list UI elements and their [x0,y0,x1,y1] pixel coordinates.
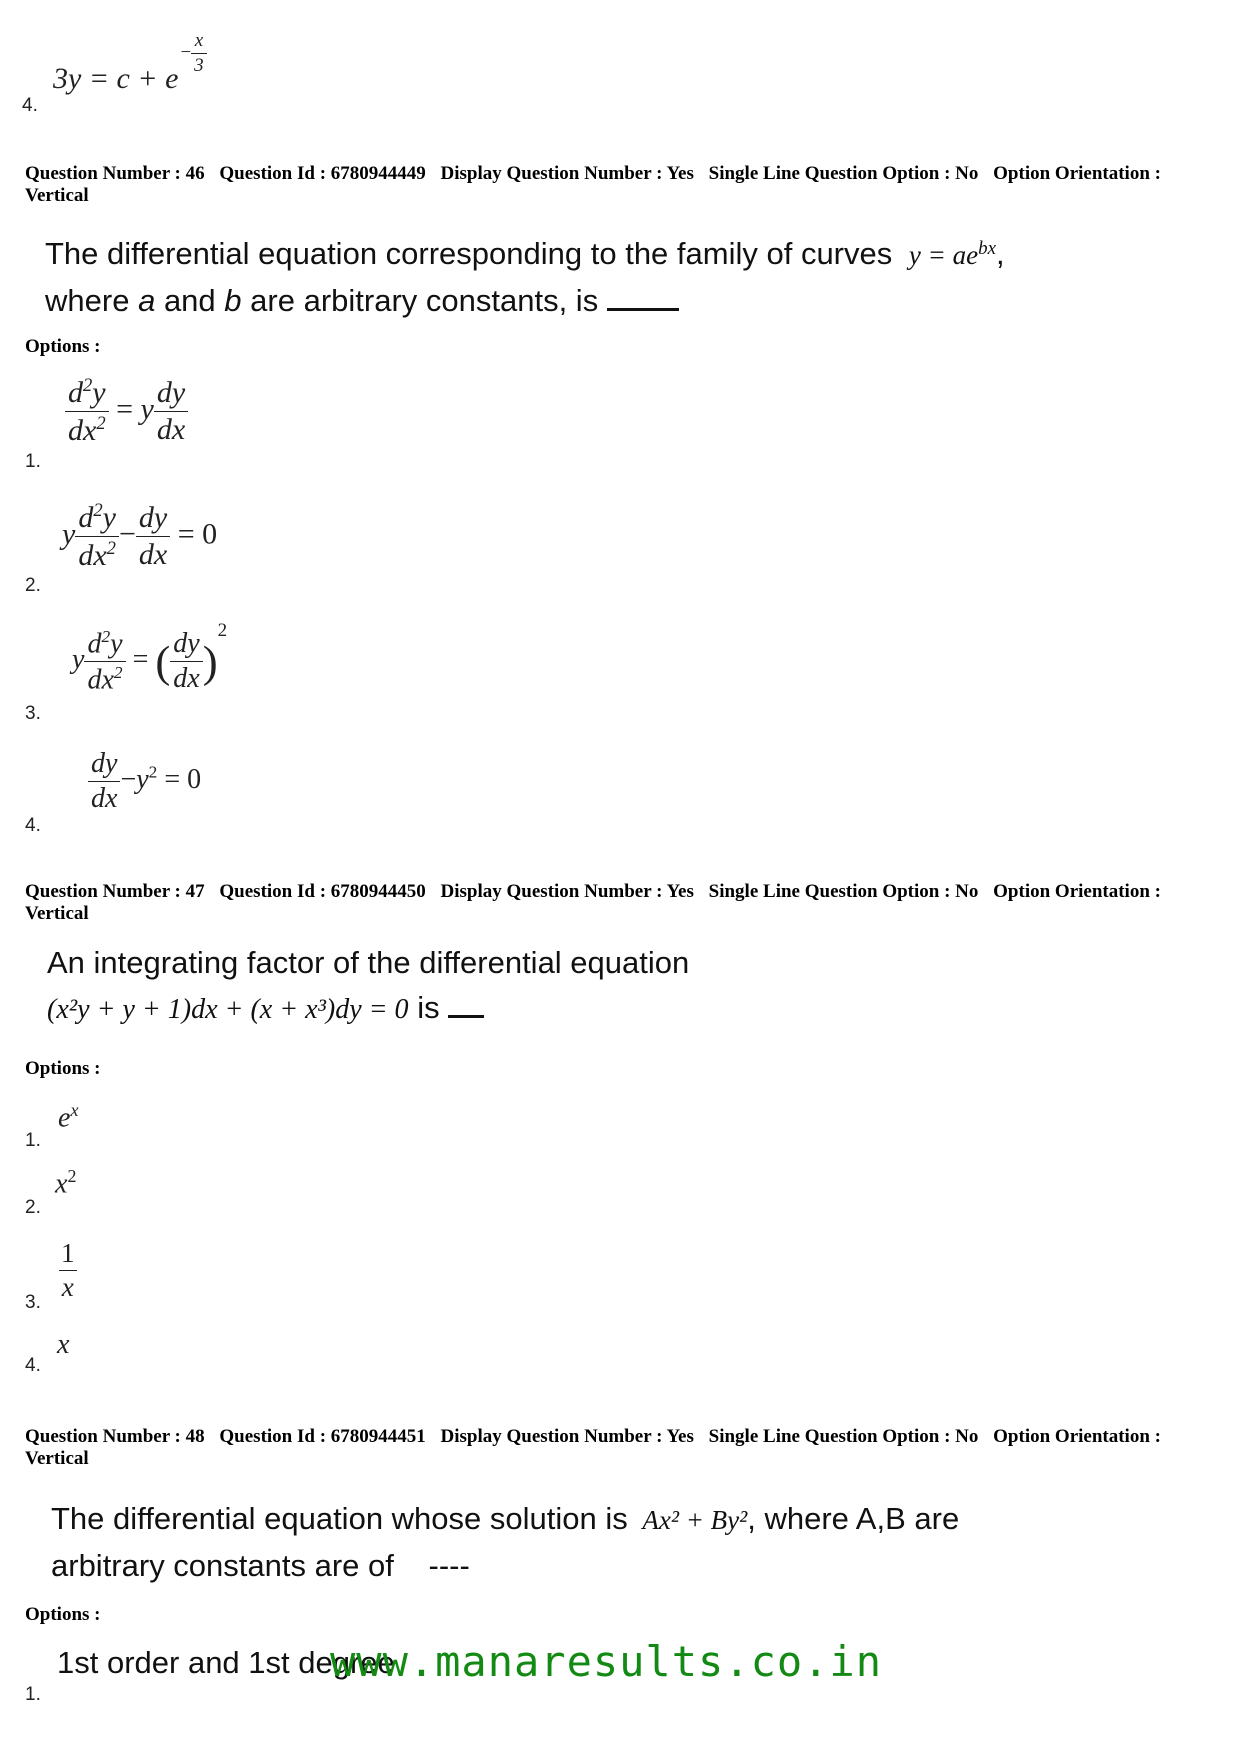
q46-text-line1: The differential equation corresponding to the family of curves [45,236,893,271]
q46-orientation: Option Orientation : Vertical [25,163,1161,206]
q46-option-2-number: 2. [25,575,41,596]
q46-text-rest: are arbitrary constants, is [250,283,599,318]
q46-option-4-formula: $\frac{dy}{dx}$ $-y^2 = 0$ [88,748,201,815]
q47-option-2-formula: $x^2$ [55,1166,77,1200]
q48-text-line1-b: , where A,B are [747,1501,960,1536]
q46-answer-blank [607,284,679,311]
q46-curve-exp: bx [978,238,996,259]
q48-text-line1-a: The differential equation whose solution is [51,1501,628,1536]
q47-option-1-number: 1. [25,1130,41,1151]
q46-options-label: Options : [25,336,101,357]
q48-option-1-number: 1. [25,1684,41,1705]
prev-option-4-exp-den: 3 [191,53,207,77]
q46-var-a: a [138,283,156,318]
q47-display: Display Question Number : Yes [440,881,694,902]
q47-option-4-number: 4. [25,1355,41,1376]
q46-text-and: and [163,283,216,318]
q46-single-line: Single Line Question Option : No [708,163,979,184]
q46-var-b: b [224,283,242,318]
q47-orientation: Option Orientation : Vertical [25,881,1161,924]
q48-single-line: Single Line Question Option : No [708,1426,979,1447]
q46-option-2-formula: y $\frac{d^2y}{dx^2}$ − $\frac{dy}{dx}$ = 0 [62,500,218,572]
q46-curve-formula: y = ae [908,240,979,270]
q47-equation: (x²y + y + 1)dx + (x + x³)dy = 0 [47,994,409,1025]
q48-options-label: Options : [25,1604,101,1625]
q47-id: Question Id : 6780944450 [219,881,426,902]
prev-option-4-formula: 3y = c + e− $\frac{x}{3}$ [53,60,207,107]
q47-option-3-number: 3. [25,1292,41,1313]
q46-option-1-number: 1. [25,451,41,472]
q47-option-1-formula: $e^x$ [58,1100,79,1134]
question-46-meta [25,163,1215,207]
question-46-text: The differential equation corresponding to the family of curves $y = ae^{bx}$, where a and b are arbitrary constants, is [45,236,1005,318]
q46-display: Display Question Number : Yes [440,163,694,184]
question-48-meta [25,1426,1215,1470]
q47-single-line: Single Line Question Option : No [708,881,979,902]
watermark: www.manaresults.co.in [330,1637,883,1686]
q47-answer-blank [448,995,484,1018]
question-48-text [51,1496,1201,1588]
q48-number: Question Number : 48 [25,1426,205,1447]
question-47-meta [25,881,1215,925]
q47-option-4-formula: x [57,1329,70,1360]
q48-option-1-text: 1st order and 1st degree [57,1645,395,1680]
prev-option-4-number: 4. [22,95,38,116]
q48-text-line2: arbitrary constants are of [51,1548,394,1583]
q47-text-line1: An integrating factor of the differential equation [47,945,690,980]
q47-options-label: Options : [25,1058,101,1079]
q48-orientation: Option Orientation : Vertical [25,1426,1161,1469]
q46-number: Question Number : 46 [25,163,205,184]
q47-equation-suffix: is [417,990,440,1025]
q47-option-2-number: 2. [25,1197,41,1218]
q48-id: Question Id : 6780944451 [219,1426,426,1447]
q46-option-3-number: 3. [25,703,41,724]
q46-option-4-number: 4. [25,815,41,836]
q46-option-3-formula: y $\frac{d^2y}{dx^2}$ = ( $\frac{dy}{dx}$ )$^2$ [72,620,228,696]
q47-option-3-formula: $\frac{1}{x}$ [58,1238,78,1303]
q47-number: Question Number : 47 [25,881,205,902]
q46-option-1-formula: $\frac{d^2y}{dx^2}$ = y $\frac{dy}{dx}$ [65,375,188,448]
q46-text-where: where [45,283,130,318]
q48-display: Display Question Number : Yes [440,1426,694,1447]
prev-option-4-exp-num: x [194,30,204,51]
question-47-text [47,940,1197,1032]
q48-solution-formula: Ax² + By² [642,1505,748,1535]
prev-option-4-lhs: 3y = c + e [53,61,179,95]
q46-id: Question Id : 6780944449 [219,163,426,184]
q48-answer-blank: ---- [428,1548,470,1583]
